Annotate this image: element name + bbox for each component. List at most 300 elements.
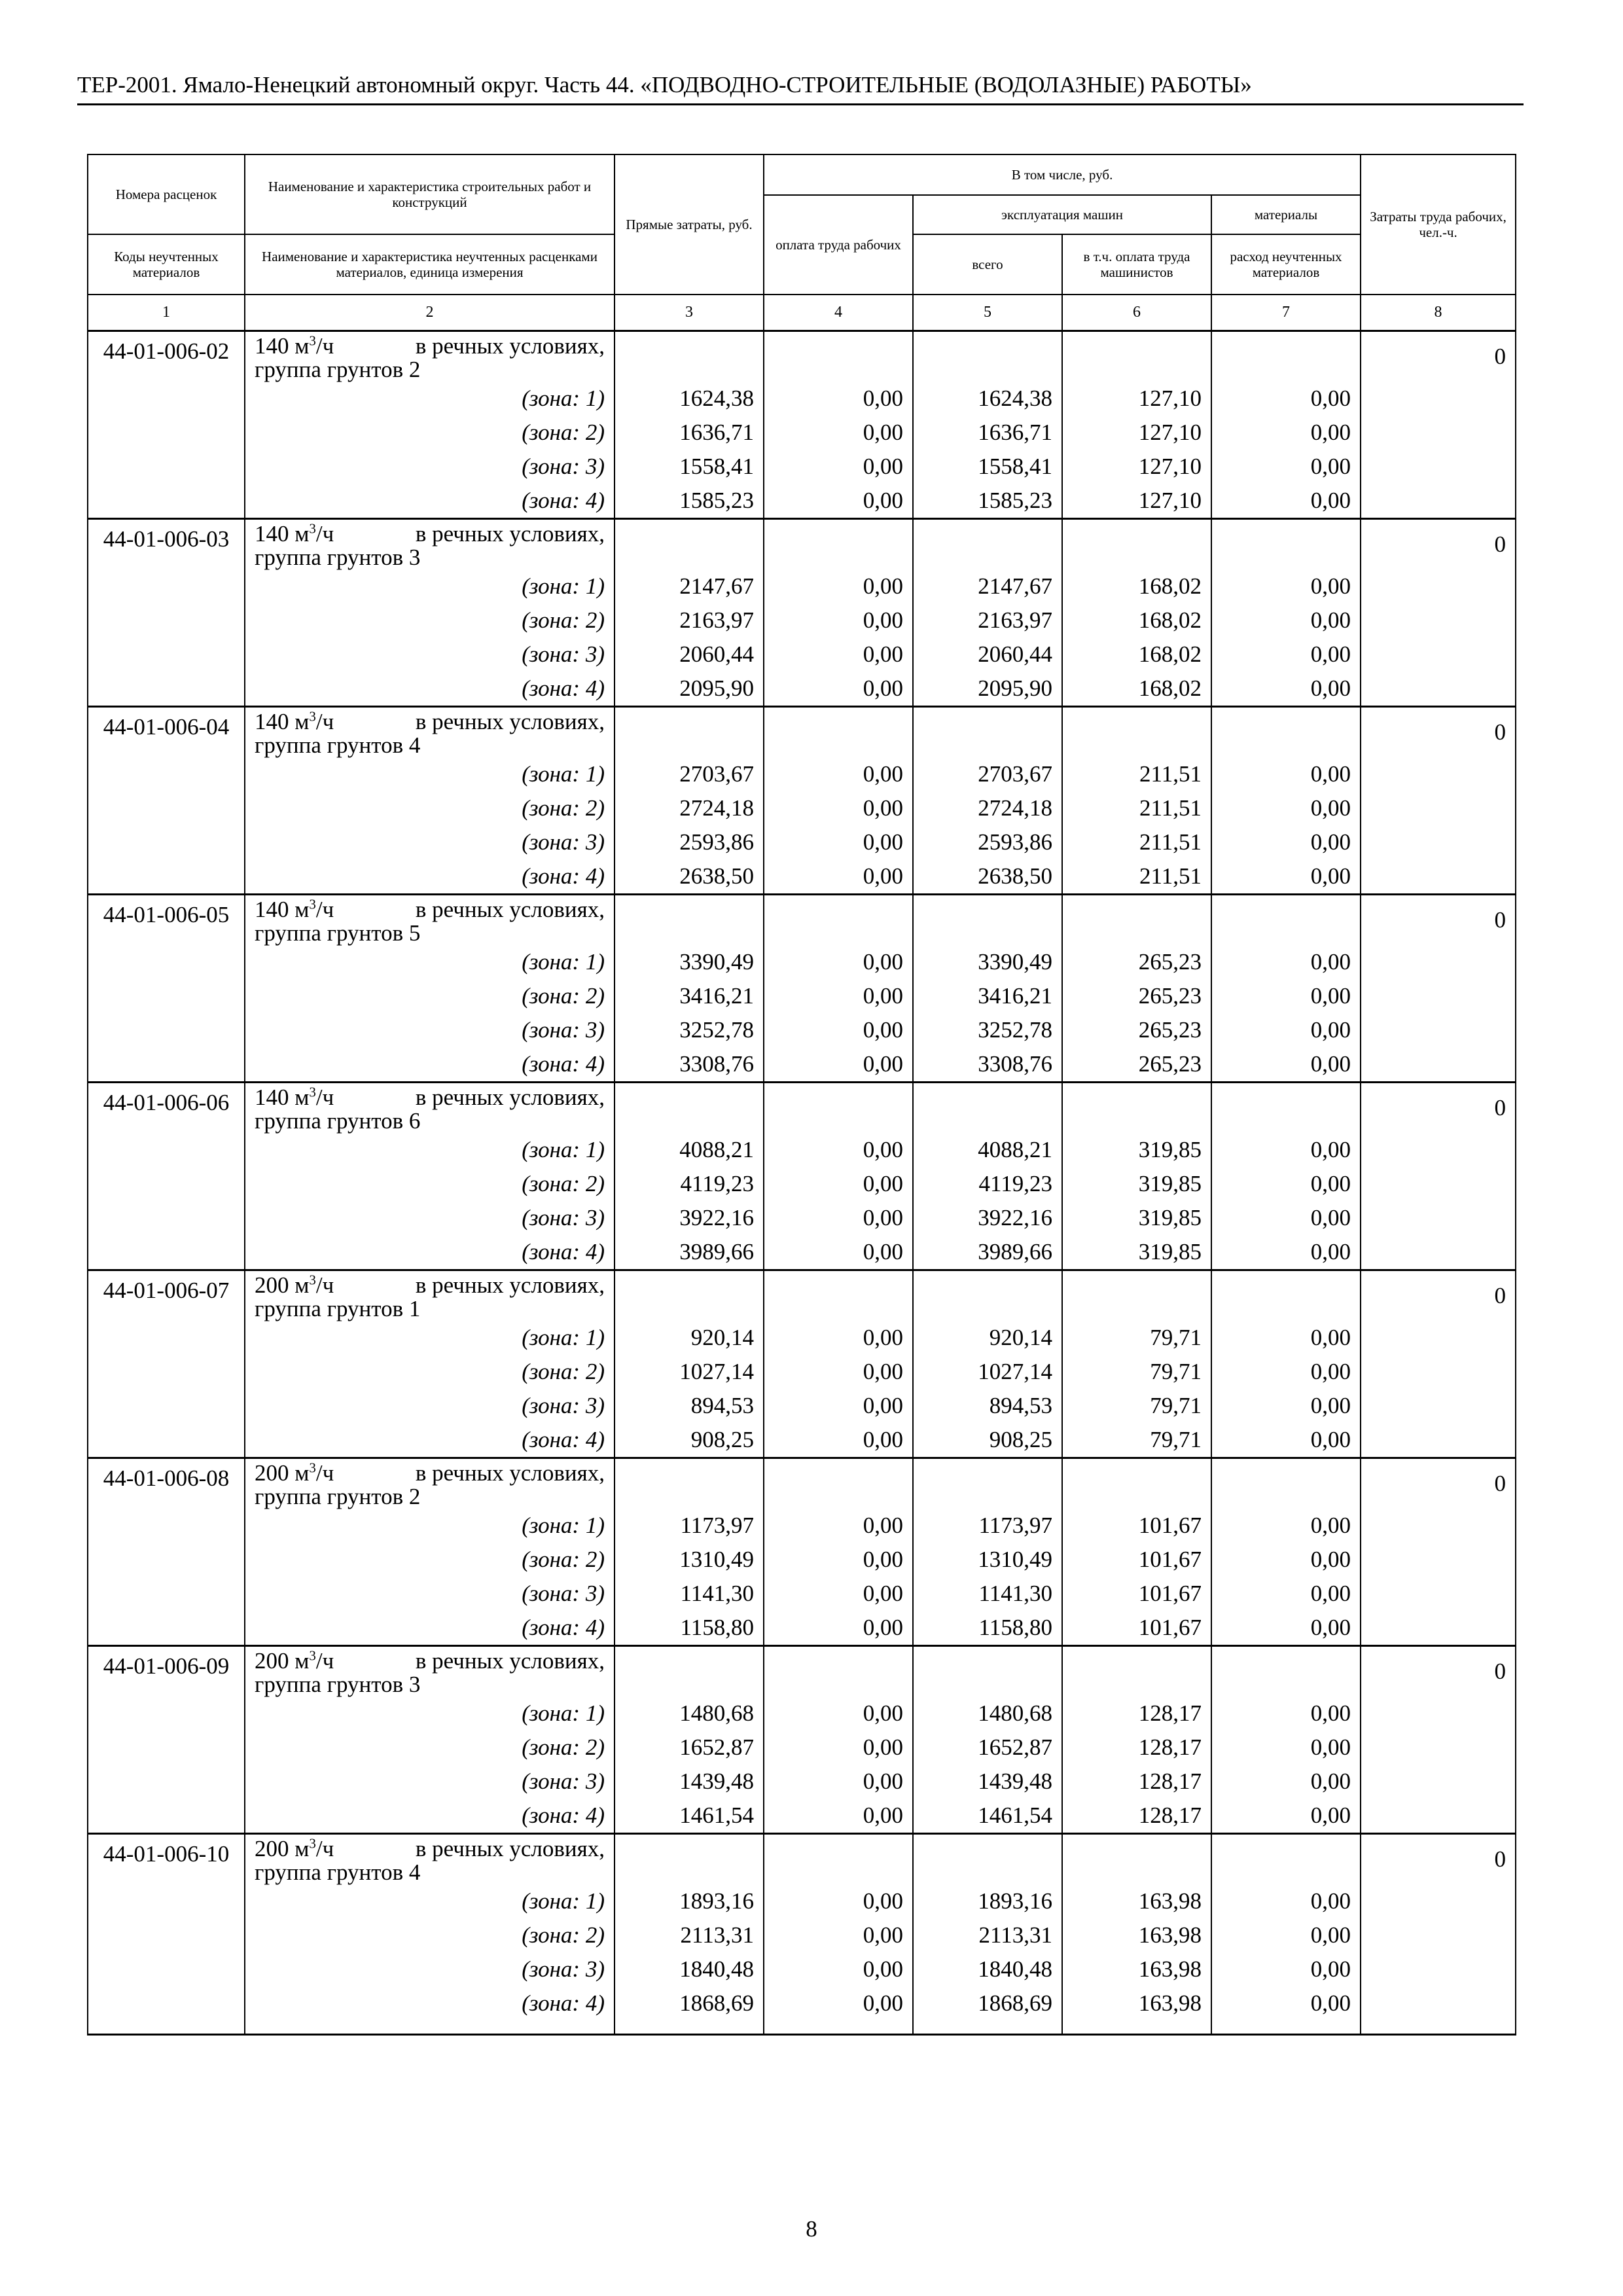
materials-consumption: 0,00	[1211, 1799, 1361, 1834]
labor-costs: 0	[1361, 1834, 1516, 2021]
labor-costs: 0	[1361, 1083, 1516, 1270]
wages: 0,00	[764, 1389, 913, 1423]
rate-code: 44-01-006-05	[88, 895, 245, 1083]
machines-total: 3390,49	[913, 945, 1062, 979]
direct-costs: 2113,31	[615, 1918, 764, 1952]
direct-costs: 2724,18	[615, 791, 764, 825]
running-title: ТЕР-2001. Ямало-Ненецкий автономный округ. Часть 44. «ПОДВОДНО-СТРОИТЕЛЬНЫЕ (ВОДОЛАЗНЫЕ) РАБОТЫ»	[77, 71, 1524, 105]
zone-label: (зона: 1)	[245, 1884, 615, 1918]
rate-unit-exponent: 3	[309, 1460, 316, 1476]
operators-wages: 319,85	[1062, 1235, 1211, 1270]
zone-label: (зона: 4)	[245, 859, 615, 895]
materials-consumption: 0,00	[1211, 450, 1361, 484]
direct-costs: 1840,48	[615, 1952, 764, 1986]
rate-volume-unit	[255, 898, 334, 922]
machines-total: 1893,16	[913, 1884, 1062, 1918]
rate-entry	[88, 1270, 1516, 1321]
rate-entry	[88, 1834, 1516, 1885]
rate-unit: м	[294, 1272, 310, 1298]
zone-row	[88, 1543, 1516, 1577]
zone-row	[88, 1765, 1516, 1799]
machines-total: 3922,16	[913, 1201, 1062, 1235]
direct-costs: 1585,23	[615, 484, 764, 519]
direct-costs: 1652,87	[615, 1731, 764, 1765]
wages: 0,00	[764, 569, 913, 603]
operators-wages: 265,23	[1062, 1013, 1211, 1047]
header-operators-wages: в т.ч. оплата труда машинистов	[1062, 234, 1211, 295]
rate-title-text: в речных условиях,	[415, 897, 605, 922]
column-number: 1	[88, 295, 245, 331]
rate-unit: м	[294, 1836, 310, 1861]
materials-consumption: 0,00	[1211, 979, 1361, 1013]
rate-volume-unit	[255, 1086, 334, 1109]
zone-label: (зона: 3)	[245, 825, 615, 859]
operators-wages: 163,98	[1062, 1918, 1211, 1952]
rate-soil-group: группа грунтов 5	[255, 920, 421, 946]
wages: 0,00	[764, 945, 913, 979]
operators-wages: 211,51	[1062, 825, 1211, 859]
machines-total: 1558,41	[913, 450, 1062, 484]
materials-consumption: 0,00	[1211, 1047, 1361, 1083]
direct-costs: 1480,68	[615, 1696, 764, 1731]
rate-title	[245, 331, 615, 382]
operators-wages: 265,23	[1062, 979, 1211, 1013]
wages: 0,00	[764, 1611, 913, 1646]
zone-label: (зона: 4)	[245, 1986, 615, 2020]
direct-costs: 2095,90	[615, 672, 764, 707]
direct-costs: 2163,97	[615, 603, 764, 637]
rate-title	[245, 1458, 615, 1509]
direct-costs: 1027,14	[615, 1355, 764, 1389]
column-number: 3	[615, 295, 764, 331]
page-number: 8	[806, 2216, 817, 2242]
zone-label: (зона: 2)	[245, 979, 615, 1013]
zone-row	[88, 1986, 1516, 2020]
operators-wages: 127,10	[1062, 416, 1211, 450]
zone-row	[88, 416, 1516, 450]
operators-wages: 101,67	[1062, 1509, 1211, 1543]
zone-label: (зона: 3)	[245, 1013, 615, 1047]
zone-row	[88, 1235, 1516, 1270]
rate-code: 44-01-006-10	[88, 1834, 245, 2021]
rate-volume: 200	[255, 1648, 289, 1674]
direct-costs: 3989,66	[615, 1235, 764, 1270]
direct-costs: 2593,86	[615, 825, 764, 859]
rate-unit-exponent: 3	[309, 1647, 316, 1664]
column-number: 5	[913, 295, 1062, 331]
direct-costs: 2703,67	[615, 757, 764, 791]
materials-consumption: 0,00	[1211, 484, 1361, 519]
zone-row	[88, 1577, 1516, 1611]
zone-label: (зона: 2)	[245, 1731, 615, 1765]
header-materials-group: материалы	[1211, 195, 1361, 234]
direct-costs: 1461,54	[615, 1799, 764, 1834]
rate-entry	[88, 519, 1516, 570]
machines-total: 1840,48	[913, 1952, 1062, 1986]
rate-unit-suffix: /ч	[315, 1836, 334, 1861]
zone-label: (зона: 4)	[245, 1047, 615, 1083]
materials-consumption: 0,00	[1211, 416, 1361, 450]
operators-wages: 211,51	[1062, 791, 1211, 825]
machines-total: 1158,80	[913, 1611, 1062, 1646]
zone-row	[88, 1696, 1516, 1731]
materials-consumption: 0,00	[1211, 1355, 1361, 1389]
zone-label: (зона: 2)	[245, 1167, 615, 1201]
materials-consumption: 0,00	[1211, 791, 1361, 825]
rate-soil-group: группа грунтов 4	[255, 732, 421, 758]
direct-costs: 3308,76	[615, 1047, 764, 1083]
header-machines-total: всего	[913, 234, 1062, 295]
wages: 0,00	[764, 603, 913, 637]
header-material-names: Наименование и характеристика неучтенных расценками материалов, единица измерения	[245, 234, 615, 295]
materials-consumption: 0,00	[1211, 569, 1361, 603]
zone-label: (зона: 2)	[245, 416, 615, 450]
machines-total: 1027,14	[913, 1355, 1062, 1389]
materials-consumption: 0,00	[1211, 945, 1361, 979]
rate-title	[245, 1646, 615, 1697]
direct-costs: 2147,67	[615, 569, 764, 603]
machines-total: 1141,30	[913, 1577, 1062, 1611]
rate-title-text: в речных условиях,	[415, 333, 605, 359]
header-labor-costs: Затраты труда рабочих, чел.-ч.	[1361, 154, 1516, 295]
wages: 0,00	[764, 450, 913, 484]
rate-unit-suffix: /ч	[315, 1085, 334, 1110]
rate-soil-group: группа грунтов 6	[255, 1108, 421, 1134]
rate-soil-group: группа грунтов 3	[255, 1672, 421, 1697]
direct-costs: 3252,78	[615, 1013, 764, 1047]
rate-volume: 200	[255, 1836, 289, 1861]
wages: 0,00	[764, 859, 913, 895]
header-direct-costs: Прямые затраты, руб.	[615, 154, 764, 295]
materials-consumption: 0,00	[1211, 1235, 1361, 1270]
column-number: 6	[1062, 295, 1211, 331]
rate-title	[245, 707, 615, 758]
rates-table-wrapper	[87, 154, 1516, 2036]
zone-row	[88, 1918, 1516, 1952]
operators-wages: 163,98	[1062, 1884, 1211, 1918]
zone-label: (зона: 3)	[245, 1201, 615, 1235]
zone-row	[88, 1013, 1516, 1047]
wages: 0,00	[764, 1201, 913, 1235]
wages: 0,00	[764, 1047, 913, 1083]
rate-unit: м	[294, 897, 310, 922]
direct-costs: 3390,49	[615, 945, 764, 979]
wages: 0,00	[764, 382, 913, 416]
zone-label: (зона: 4)	[245, 1423, 615, 1458]
wages: 0,00	[764, 1765, 913, 1799]
direct-costs: 894,53	[615, 1389, 764, 1423]
zone-label: (зона: 2)	[245, 1543, 615, 1577]
rate-volume: 200	[255, 1272, 289, 1298]
wages: 0,00	[764, 1952, 913, 1986]
wages: 0,00	[764, 1167, 913, 1201]
column-numbers-row	[88, 295, 1516, 331]
zone-label: (зона: 2)	[245, 1355, 615, 1389]
wages: 0,00	[764, 672, 913, 707]
zone-label: (зона: 4)	[245, 1799, 615, 1834]
header-including-group: В том числе, руб.	[764, 154, 1361, 195]
wages: 0,00	[764, 791, 913, 825]
wages: 0,00	[764, 825, 913, 859]
rate-soil-group: группа грунтов 4	[255, 1859, 421, 1885]
direct-costs: 908,25	[615, 1423, 764, 1458]
rate-unit: м	[294, 333, 310, 359]
materials-consumption: 0,00	[1211, 637, 1361, 672]
operators-wages: 163,98	[1062, 1986, 1211, 2020]
rate-unit-suffix: /ч	[315, 709, 334, 734]
machines-total: 3416,21	[913, 979, 1062, 1013]
wages: 0,00	[764, 1696, 913, 1731]
zone-row	[88, 603, 1516, 637]
machines-total: 3989,66	[913, 1235, 1062, 1270]
operators-wages: 168,02	[1062, 672, 1211, 707]
direct-costs: 1868,69	[615, 1986, 764, 2020]
zone-row	[88, 1611, 1516, 1646]
machines-total: 2593,86	[913, 825, 1062, 859]
machines-total: 920,14	[913, 1321, 1062, 1355]
materials-consumption: 0,00	[1211, 1611, 1361, 1646]
wages: 0,00	[764, 1577, 913, 1611]
machines-total: 4088,21	[913, 1133, 1062, 1167]
rate-unit-exponent: 3	[309, 896, 316, 912]
zone-label: (зона: 2)	[245, 603, 615, 637]
zone-row	[88, 859, 1516, 895]
direct-costs: 920,14	[615, 1321, 764, 1355]
wages: 0,00	[764, 1884, 913, 1918]
wages: 0,00	[764, 1321, 913, 1355]
materials-consumption: 0,00	[1211, 859, 1361, 895]
rate-unit-exponent: 3	[309, 1835, 316, 1852]
zone-row	[88, 1884, 1516, 1918]
rate-unit-suffix: /ч	[315, 333, 334, 359]
rate-entry	[88, 895, 1516, 946]
rate-entry	[88, 1646, 1516, 1697]
rate-title	[245, 1834, 615, 1885]
rate-unit: м	[294, 1085, 310, 1110]
machines-total: 2113,31	[913, 1918, 1062, 1952]
operators-wages: 128,17	[1062, 1696, 1211, 1731]
rate-title	[245, 1083, 615, 1134]
zone-row	[88, 1133, 1516, 1167]
zone-row	[88, 1423, 1516, 1458]
materials-consumption: 0,00	[1211, 1133, 1361, 1167]
zone-row	[88, 1355, 1516, 1389]
machines-total: 1461,54	[913, 1799, 1062, 1834]
rate-volume: 140	[255, 709, 289, 734]
direct-costs: 1173,97	[615, 1509, 764, 1543]
operators-wages: 128,17	[1062, 1799, 1211, 1834]
materials-consumption: 0,00	[1211, 1731, 1361, 1765]
zone-row	[88, 1389, 1516, 1423]
zone-label: (зона: 1)	[245, 1133, 615, 1167]
machines-total: 1652,87	[913, 1731, 1062, 1765]
rate-volume-unit	[255, 1274, 334, 1297]
wages: 0,00	[764, 757, 913, 791]
direct-costs: 2060,44	[615, 637, 764, 672]
machines-total: 2060,44	[913, 637, 1062, 672]
zone-row	[88, 450, 1516, 484]
machines-total: 1636,71	[913, 416, 1062, 450]
zone-row	[88, 569, 1516, 603]
wages: 0,00	[764, 1986, 913, 2020]
machines-total: 1310,49	[913, 1543, 1062, 1577]
operators-wages: 127,10	[1062, 484, 1211, 519]
operators-wages: 127,10	[1062, 382, 1211, 416]
operators-wages: 79,71	[1062, 1389, 1211, 1423]
labor-costs: 0	[1361, 707, 1516, 895]
rate-title-text: в речных условиях,	[415, 1272, 605, 1298]
rate-title-text: в речных условиях,	[415, 709, 605, 734]
zone-label: (зона: 4)	[245, 1611, 615, 1646]
column-number: 8	[1361, 295, 1516, 331]
operators-wages: 128,17	[1062, 1731, 1211, 1765]
direct-costs: 1310,49	[615, 1543, 764, 1577]
materials-consumption: 0,00	[1211, 1321, 1361, 1355]
machines-total: 1480,68	[913, 1696, 1062, 1731]
zone-row	[88, 791, 1516, 825]
rates-table	[87, 154, 1516, 2036]
zone-label: (зона: 4)	[245, 672, 615, 707]
materials-consumption: 0,00	[1211, 1423, 1361, 1458]
machines-total: 908,25	[913, 1423, 1062, 1458]
rate-unit-suffix: /ч	[315, 521, 334, 547]
machines-total: 2703,67	[913, 757, 1062, 791]
operators-wages: 127,10	[1062, 450, 1211, 484]
rate-volume: 140	[255, 521, 289, 547]
wages: 0,00	[764, 1543, 913, 1577]
header-rate-number: Номера расценок	[88, 154, 245, 234]
rate-unit-suffix: /ч	[315, 1648, 334, 1674]
rate-entry	[88, 331, 1516, 382]
rate-soil-group: группа грунтов 2	[255, 1484, 421, 1509]
rate-volume: 140	[255, 897, 289, 922]
wages: 0,00	[764, 1235, 913, 1270]
zone-label: (зона: 3)	[245, 450, 615, 484]
direct-costs: 1636,71	[615, 416, 764, 450]
rate-unit: м	[294, 709, 310, 734]
rate-unit-suffix: /ч	[315, 897, 334, 922]
wages: 0,00	[764, 637, 913, 672]
operators-wages: 168,02	[1062, 569, 1211, 603]
zone-row	[88, 1799, 1516, 1834]
header-work-name: Наименование и характеристика строительных работ и конструкций	[245, 154, 615, 234]
direct-costs: 1624,38	[615, 382, 764, 416]
rate-title-text: в речных условиях,	[415, 1085, 605, 1110]
operators-wages: 101,67	[1062, 1543, 1211, 1577]
zone-label: (зона: 3)	[245, 1765, 615, 1799]
rate-title	[245, 1270, 615, 1321]
machines-total: 894,53	[913, 1389, 1062, 1423]
operators-wages: 79,71	[1062, 1355, 1211, 1389]
direct-costs: 1141,30	[615, 1577, 764, 1611]
zone-row	[88, 1201, 1516, 1235]
operators-wages: 265,23	[1062, 945, 1211, 979]
rate-code: 44-01-006-08	[88, 1458, 245, 1646]
rate-title	[245, 519, 615, 570]
rate-code: 44-01-006-06	[88, 1083, 245, 1270]
direct-costs: 3922,16	[615, 1201, 764, 1235]
operators-wages: 101,67	[1062, 1611, 1211, 1646]
rate-unit-exponent: 3	[309, 1272, 316, 1288]
operators-wages: 101,67	[1062, 1577, 1211, 1611]
materials-consumption: 0,00	[1211, 1884, 1361, 1918]
zone-row	[88, 945, 1516, 979]
zone-row	[88, 637, 1516, 672]
wages: 0,00	[764, 1423, 913, 1458]
rate-volume-unit	[255, 522, 334, 546]
operators-wages: 79,71	[1062, 1423, 1211, 1458]
rate-unit-suffix: /ч	[315, 1460, 334, 1486]
header-materials-consumption: расход неучтенных материалов	[1211, 234, 1361, 295]
materials-consumption: 0,00	[1211, 825, 1361, 859]
materials-consumption: 0,00	[1211, 757, 1361, 791]
direct-costs: 2638,50	[615, 859, 764, 895]
wages: 0,00	[764, 416, 913, 450]
materials-consumption: 0,00	[1211, 603, 1361, 637]
machines-total: 3252,78	[913, 1013, 1062, 1047]
materials-consumption: 0,00	[1211, 382, 1361, 416]
zone-label: (зона: 1)	[245, 1321, 615, 1355]
machines-total: 4119,23	[913, 1167, 1062, 1201]
materials-consumption: 0,00	[1211, 672, 1361, 707]
materials-consumption: 0,00	[1211, 1765, 1361, 1799]
direct-costs: 1439,48	[615, 1765, 764, 1799]
rate-unit: м	[294, 521, 310, 547]
rate-unit-exponent: 3	[309, 520, 316, 537]
rate-unit: м	[294, 1460, 310, 1486]
wages: 0,00	[764, 1355, 913, 1389]
rate-code: 44-01-006-04	[88, 707, 245, 895]
column-number: 2	[245, 295, 615, 331]
wages: 0,00	[764, 1731, 913, 1765]
operators-wages: 211,51	[1062, 757, 1211, 791]
rate-title-text: в речных условиях,	[415, 1836, 605, 1861]
materials-consumption: 0,00	[1211, 1167, 1361, 1201]
zone-label: (зона: 1)	[245, 382, 615, 416]
zone-label: (зона: 2)	[245, 1918, 615, 1952]
zone-label: (зона: 1)	[245, 945, 615, 979]
rates-body	[88, 331, 1516, 2035]
machines-total: 2147,67	[913, 569, 1062, 603]
zone-label: (зона: 1)	[245, 1509, 615, 1543]
materials-consumption: 0,00	[1211, 1952, 1361, 1986]
wages: 0,00	[764, 979, 913, 1013]
wages: 0,00	[764, 1918, 913, 1952]
zone-row	[88, 1167, 1516, 1201]
operators-wages: 163,98	[1062, 1952, 1211, 1986]
rate-soil-group: группа грунтов 3	[255, 545, 421, 570]
direct-costs: 3416,21	[615, 979, 764, 1013]
table-end-row	[88, 2020, 1516, 2035]
zone-row	[88, 1731, 1516, 1765]
rate-code: 44-01-006-03	[88, 519, 245, 707]
wages: 0,00	[764, 1133, 913, 1167]
rate-code: 44-01-006-07	[88, 1270, 245, 1458]
zone-row	[88, 672, 1516, 707]
zone-row	[88, 825, 1516, 859]
zone-row	[88, 979, 1516, 1013]
machines-total: 2724,18	[913, 791, 1062, 825]
machines-total: 3308,76	[913, 1047, 1062, 1083]
labor-costs: 0	[1361, 1458, 1516, 1646]
machines-total: 1173,97	[913, 1509, 1062, 1543]
labor-costs: 0	[1361, 1270, 1516, 1458]
rate-code: 44-01-006-09	[88, 1646, 245, 1834]
operators-wages: 128,17	[1062, 1765, 1211, 1799]
zone-label: (зона: 3)	[245, 1952, 615, 1986]
rate-soil-group: группа грунтов 2	[255, 357, 421, 382]
rate-volume-unit	[255, 1649, 334, 1673]
